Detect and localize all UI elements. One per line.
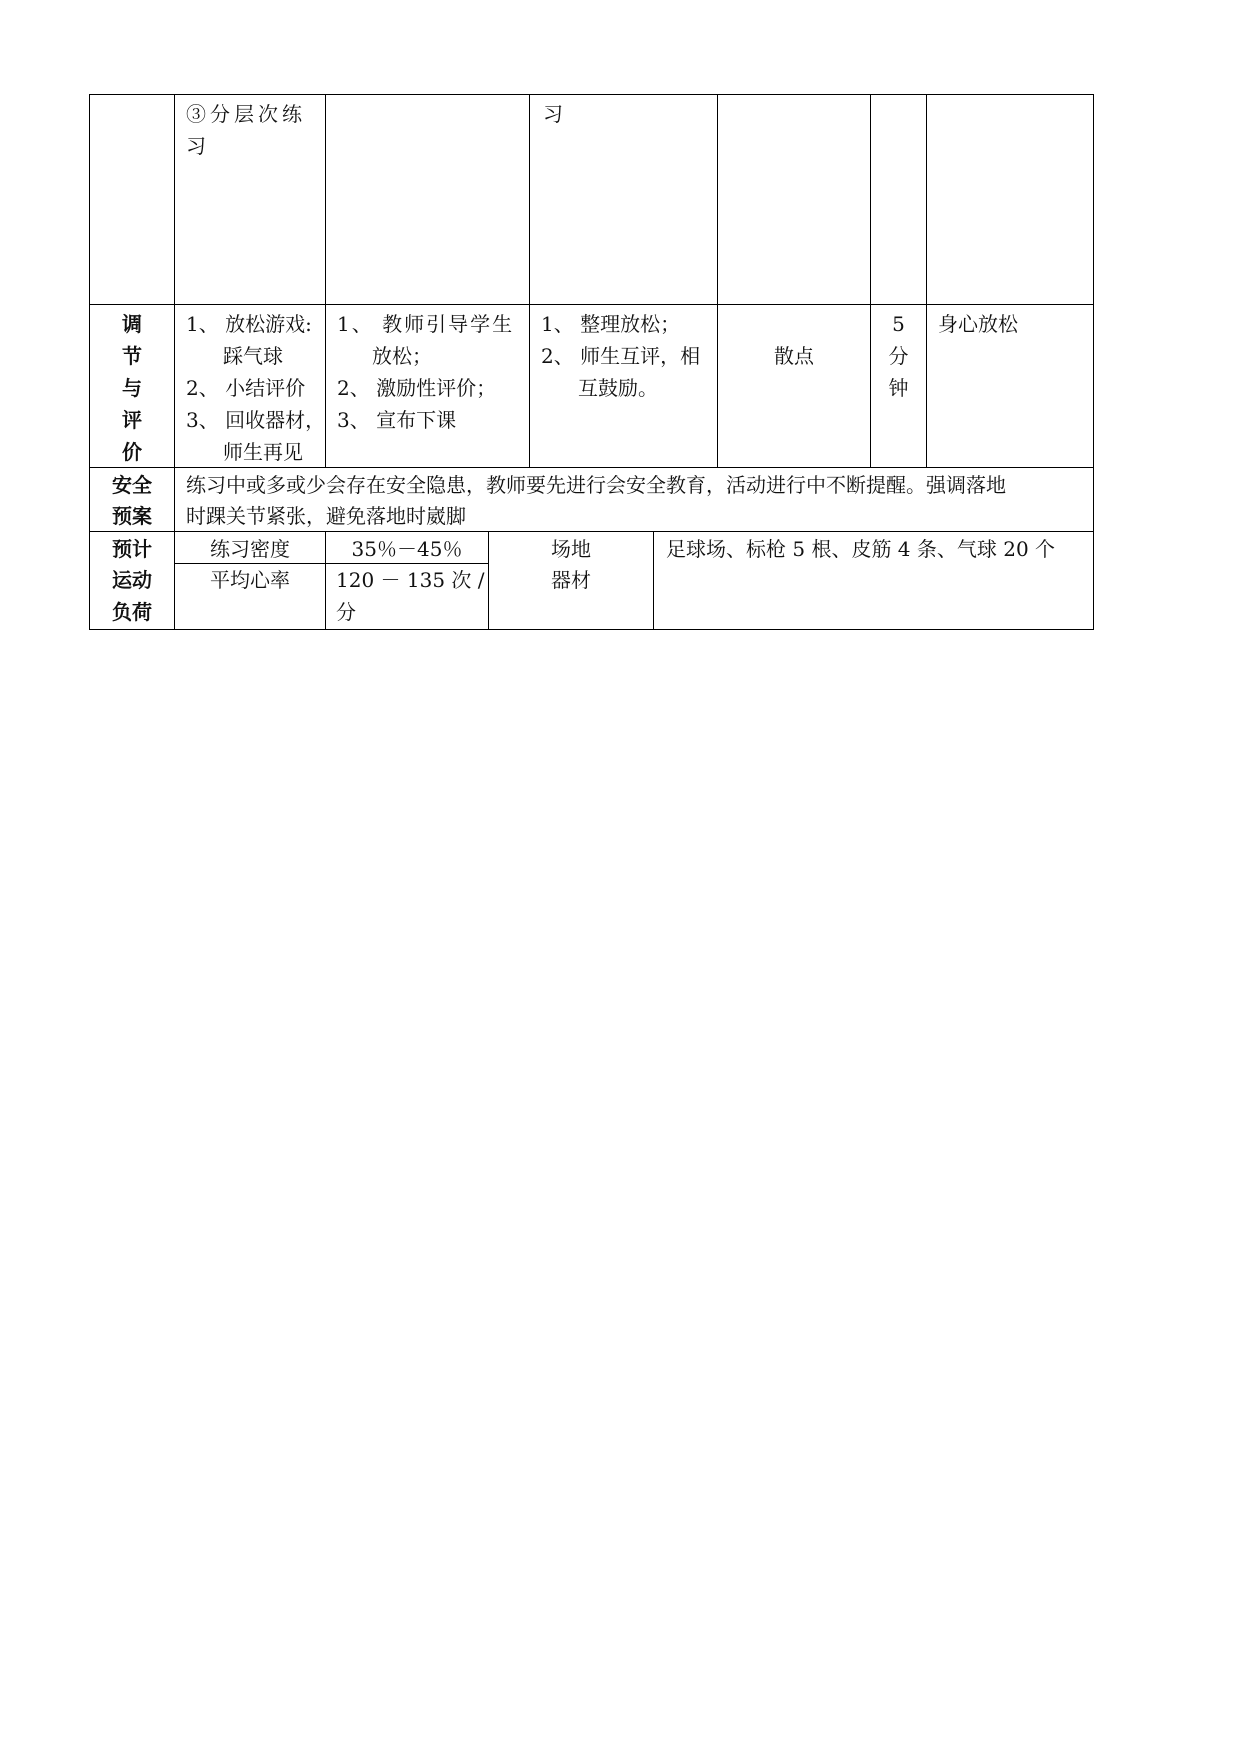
adjust-time-2: 分 [888,344,909,368]
adjust-teacher-line1: 1、 教师引导学生 [337,312,515,336]
adjust-student-line1: 1、 整理放松； [541,312,681,336]
row-divider-1 [89,304,1094,305]
adjust-heading-4: 评 [122,408,142,432]
safety-text-line1: 练习中或多或少会存在安全隐患，教师要先进行会安全教育，活动进行中不断提醒。强调落地 [186,473,1006,497]
adjust-content-line1: 1、 放松游戏: [186,312,312,336]
adjust-student-line2: 2、 师生互评，相 [541,344,701,368]
adjust-intensity: 身心放松 [938,312,1018,336]
adjust-organization: 散点 [774,344,814,368]
load-heading-2: 运动 [112,568,152,592]
adjust-heading-5: 价 [122,440,142,464]
practice-content-line1: ③分层次练 [186,102,306,126]
col-divider-2 [325,94,326,468]
col-divider-3 [529,94,530,468]
col-divider-6 [926,94,927,468]
safety-heading-2: 预案 [112,504,152,528]
col-divider-5 [870,94,871,468]
adjust-time-1: 5 [892,312,905,336]
table-border-top [89,94,1094,95]
load-heading-1: 预计 [112,537,152,561]
adjust-heading-3: 与 [122,376,142,400]
adjust-teacher-line2: 放松； [372,344,432,368]
density-value: 35％－45％ [351,537,463,561]
venue-label-2: 器材 [551,568,591,592]
venue-value: 足球场、标枪 5 根、皮筋 4 条、气球 20 个 [666,537,1056,561]
table-border-right [1093,94,1094,630]
adjust-heading-1: 调 [122,312,142,336]
adjust-teacher-line4: 3、 宣布下课 [337,408,457,432]
heart-value-line2: 分 [336,600,356,624]
practice-student-tail: 习 [543,102,563,126]
adjust-content-line3: 2、 小结评价 [186,376,306,400]
adjust-content-line2: 踩气球 [223,344,283,368]
table-border-bottom [89,629,1094,630]
safety-text-line2: 时踝关节紧张，避免落地时崴脚 [186,504,466,528]
adjust-teacher-line3: 2、 激励性评价； [337,376,497,400]
load-heading-3: 负荷 [112,600,152,624]
adjust-content-line5: 师生再见 [223,440,303,464]
col-divider-4 [717,94,718,468]
adjust-heading-2: 节 [122,344,142,368]
safety-heading-1: 安全 [112,473,152,497]
heart-label: 平均心率 [210,568,290,592]
adjust-time-3: 钟 [888,376,909,400]
heart-value-line1: 120 － 135 次 / [336,568,485,592]
adjust-content-line4: 3、 回收器材， [186,408,326,432]
practice-content-line2: 习 [186,134,206,158]
load-col-divider-3 [653,531,654,630]
adjust-student-line3: 互鼓励。 [578,376,658,400]
venue-label-1: 场地 [551,537,591,561]
density-label: 练习密度 [210,537,290,561]
